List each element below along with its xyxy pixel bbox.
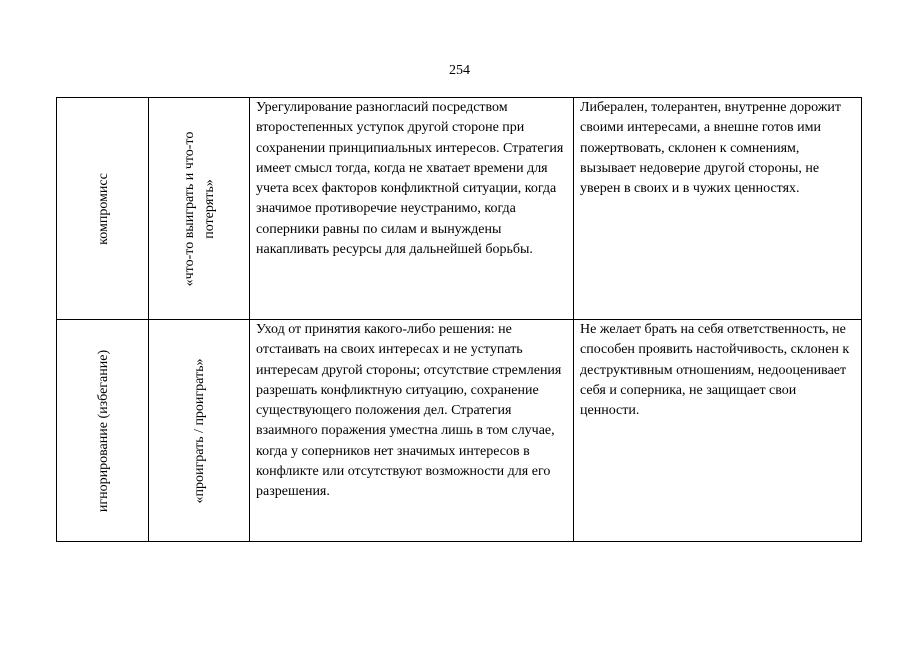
strategy-formula: «что-то выиграть и что-то потерять» — [182, 131, 217, 286]
strategy-name: компромисс — [95, 172, 111, 245]
strategy-description: Уход от принятия какого-либо решения: не отстаивать на своих интересах и не уступать интересам другой стороны; отсутствие стремления разрешать конфликтную ситуацию, сохранение существующего положения дел. Стратегия взаимного поражения уместна лишь в том случае, когда у соперников нет значимых интересов в конфликте или отсутствуют возможности для его разрешения. — [256, 322, 562, 500]
strategy-name: игнорирование (избегание) — [95, 349, 111, 512]
strategy-traits-cell — [574, 98, 862, 320]
table-row — [57, 320, 862, 542]
strategy-traits: Не желает брать на себя ответственность, не способен проявить настойчивость, склонен к деструктивным отношениям, недооценивает себя и соперника, не защищает свои ценности. — [580, 322, 850, 419]
strategy-name-cell — [57, 320, 149, 542]
page-number: 254 — [449, 63, 470, 78]
table-row — [57, 98, 862, 320]
strategy-formula: «проиграть / проиграть» — [192, 357, 207, 504]
strategy-traits-cell — [574, 320, 862, 542]
strategy-formula-cell — [149, 320, 250, 542]
strategy-description-cell — [250, 98, 574, 320]
strategy-formula-cell — [149, 98, 250, 320]
strategy-description: Урегулирование разногласий посредством второстепенных уступок другой стороне при сохранении принципиальных интересов. Стратегия имеет смысл тогда, когда не хватает времени для учета всех факторов конфликтной ситуации, когда значимое противоречие неустранимо, когда соперники равны по силам и вынуждены накапливать ресурсы для дальнейшей борьбы. — [256, 100, 564, 258]
strategy-description-cell — [250, 320, 574, 542]
strategy-name-cell — [57, 98, 149, 320]
strategy-traits: Либерален, толерантен, внутренне дорожит своими интересами, а внешне готов ими пожертвовать, склонен к сомнениям, вызывает недоверие другой стороны, не уверен в своих и в чужих ценностях. — [580, 100, 842, 197]
strategy-table — [56, 97, 862, 542]
